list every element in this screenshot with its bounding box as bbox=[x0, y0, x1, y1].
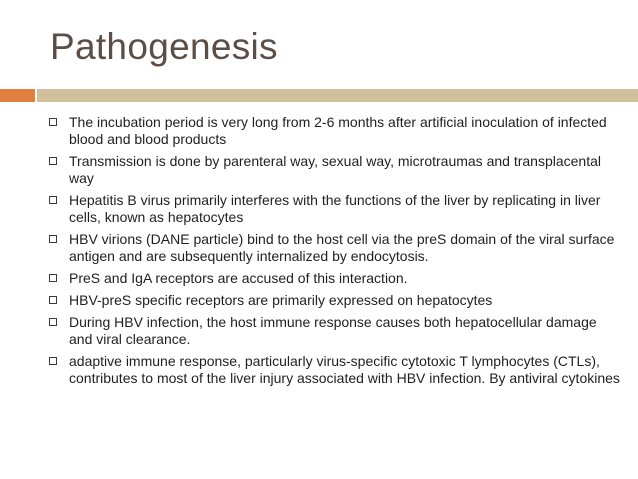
square-bullet-icon bbox=[49, 274, 57, 282]
bullet-item bbox=[48, 292, 620, 309]
bullet-item bbox=[48, 270, 620, 287]
bullet-item bbox=[48, 314, 620, 348]
bullet-text: Transmission is done by parenteral way, sexual way, microtraumas and transplacental way bbox=[69, 153, 601, 186]
square-bullet-icon bbox=[49, 235, 57, 243]
accent-bar-orange bbox=[0, 89, 35, 102]
bullet-text: HBV virions (DANE particle) bind to the host cell via the preS domain of the viral surface antigen and are subsequently internalized by endocytosis. bbox=[69, 231, 615, 264]
bullet-item bbox=[48, 231, 620, 265]
bullet-text: adaptive immune response, particularly virus-specific cytotoxic T lymphocytes (CTLs), contributes to most of the liver injury associated with HBV infection. By antiviral cytokines bbox=[69, 353, 620, 386]
bullet-text: During HBV infection, the host immune response causes both hepatocellular damage and viral clearance. bbox=[69, 314, 597, 347]
bullet-item bbox=[48, 192, 620, 226]
square-bullet-icon bbox=[49, 118, 57, 126]
square-bullet-icon bbox=[49, 318, 57, 326]
bullet-list bbox=[48, 114, 620, 392]
bullet-text: HBV-preS specific receptors are primarily expressed on hepatocytes bbox=[69, 292, 493, 308]
square-bullet-icon bbox=[49, 357, 57, 365]
bullet-item bbox=[48, 114, 620, 148]
slide-title: Pathogenesis bbox=[50, 26, 278, 67]
accent-bar-tan bbox=[37, 89, 638, 102]
square-bullet-icon bbox=[49, 296, 57, 304]
square-bullet-icon bbox=[49, 196, 57, 204]
bullet-text: PreS and IgA receptors are accused of this interaction. bbox=[69, 270, 408, 286]
square-bullet-icon bbox=[49, 157, 57, 165]
bullet-item bbox=[48, 153, 620, 187]
bullet-text: Hepatitis B virus primarily interferes with the functions of the liver by replicating in liver cells, known as hepatocytes bbox=[69, 192, 601, 225]
bullet-item bbox=[48, 353, 620, 387]
bullet-text: The incubation period is very long from 2-6 months after artificial inoculation of infected blood and blood products bbox=[69, 114, 607, 147]
